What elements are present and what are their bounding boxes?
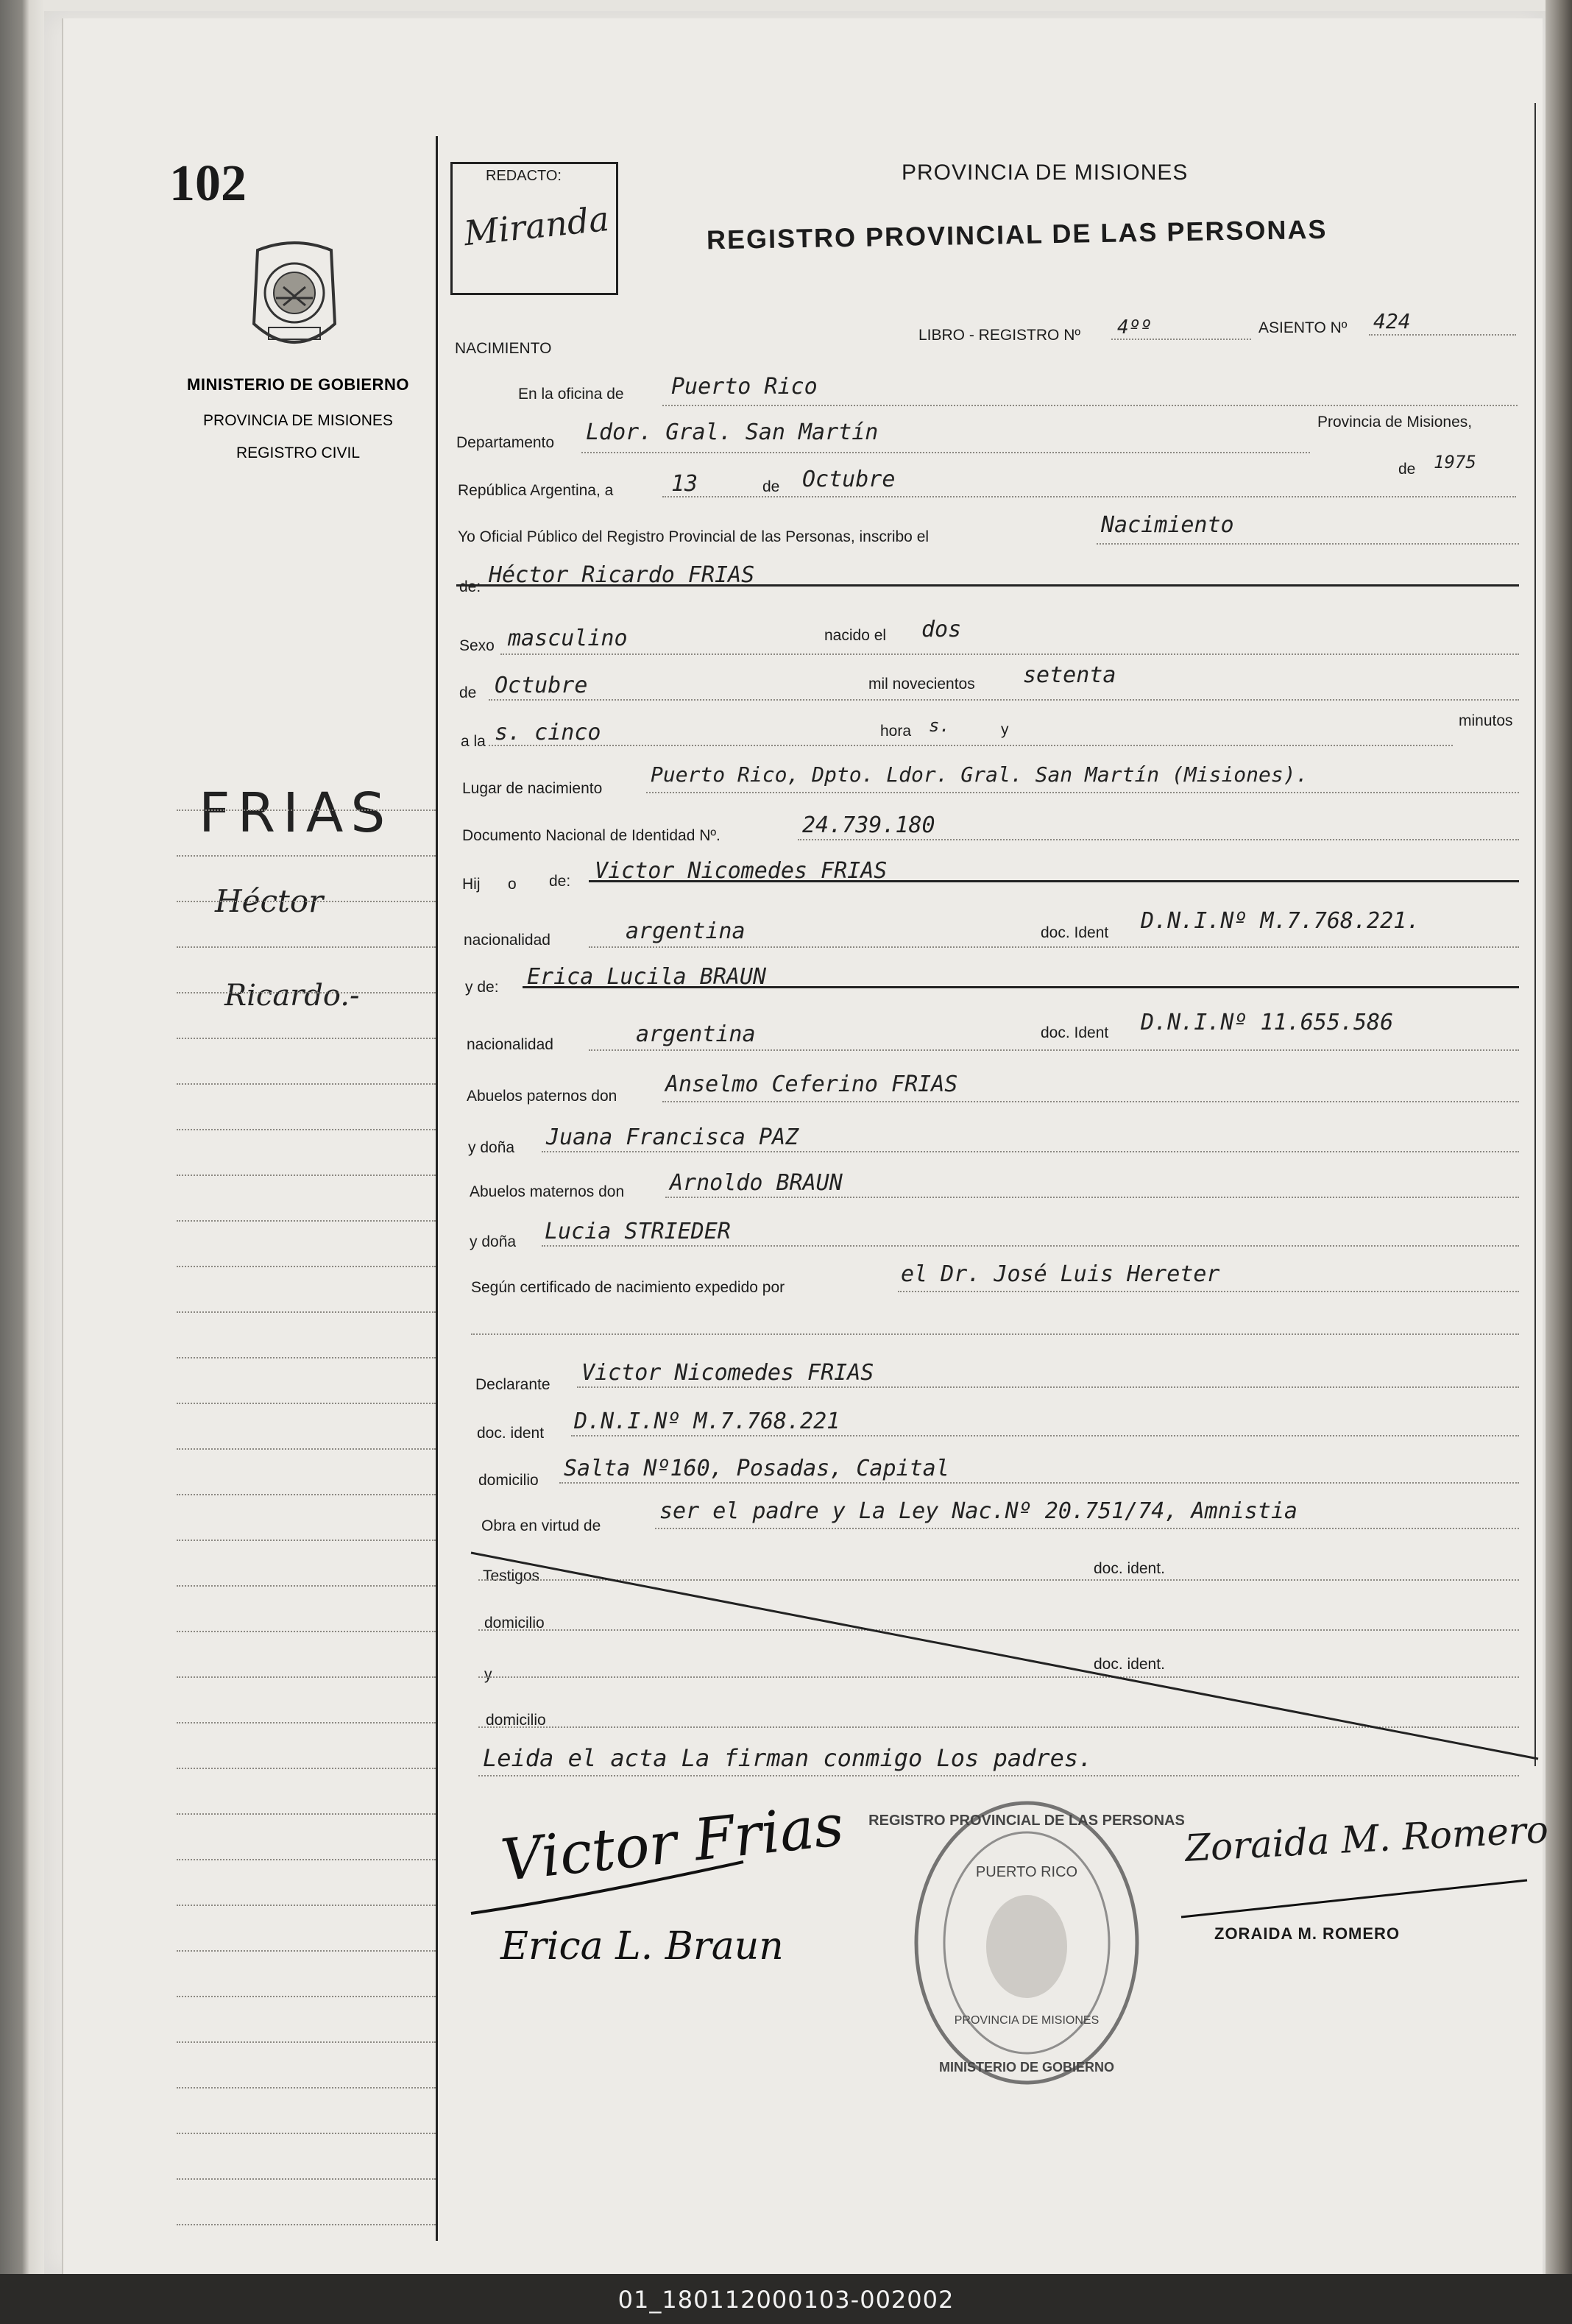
born-label: nacido el	[824, 627, 887, 644]
dotted-line	[798, 837, 1519, 840]
hour-label: hora	[880, 723, 912, 740]
maternal-grandmother-label: y doña	[470, 1233, 517, 1250]
domicile-value: Salta Nº160, Posadas, Capital	[564, 1456, 949, 1481]
stamp-inner-text: PUERTO RICO	[975, 1864, 1078, 1880]
margin-ruled-line	[177, 901, 436, 902]
mother-nationality-label: nacionalidad	[467, 1036, 553, 1053]
dotted-line	[662, 403, 1518, 406]
witness2-label: y	[484, 1666, 492, 1683]
margin-ruled-line	[177, 1448, 436, 1450]
dotted-line	[577, 1385, 1519, 1388]
margin-ruled-line	[177, 1266, 436, 1267]
month-value: Octubre	[802, 467, 896, 492]
margin-ruled-line	[177, 2178, 436, 2180]
certificate-issuer: el Dr. José Luis Hereter	[901, 1261, 1220, 1287]
margin-ruled-line	[177, 1676, 436, 1678]
dotted-line	[581, 450, 1310, 453]
dotted-line	[1111, 337, 1251, 340]
margin-ruled-line	[177, 1540, 436, 1541]
act-type: NACIMIENTO	[455, 340, 552, 357]
margin-ruled-line	[177, 1996, 436, 1997]
office-label: En la oficina de	[518, 386, 624, 403]
margin-ruled-line	[177, 1768, 436, 1769]
caption-bar	[0, 2274, 1572, 2324]
dotted-line	[589, 1048, 1519, 1051]
signature-flourish	[464, 1854, 758, 1921]
dotted-line	[571, 1434, 1519, 1436]
sex-value: masculino	[508, 626, 628, 651]
margin-ruled-line	[177, 809, 436, 811]
dotted-line	[662, 495, 1516, 497]
dni-value: 24.739.180	[802, 812, 935, 838]
province-label: PROVINCIA DE MISIONES	[203, 412, 393, 429]
cancel-diagonal-line	[471, 1553, 1538, 1766]
mother-name: Erica Lucila BRAUN	[527, 964, 767, 990]
margin-first-name: Héctor	[215, 883, 324, 919]
mother-nationality: argentina	[636, 1021, 756, 1047]
folio-number: 102	[169, 155, 247, 212]
sex-label: Sexo	[459, 637, 495, 654]
margin-ruled-line	[177, 1311, 436, 1313]
maternal-grandmother: Lucia STRIEDER	[545, 1219, 731, 1244]
margin-ruled-line	[177, 2133, 436, 2134]
officer-signature-stroke	[1178, 1877, 1531, 1921]
dotted-line	[478, 1774, 1519, 1776]
witness2-domicile-label: domicilio	[486, 1712, 546, 1729]
solid-line	[456, 584, 1519, 587]
thousand-label: mil novecientos	[868, 676, 975, 692]
registration-type: Nacimiento	[1101, 512, 1234, 538]
year-value: 1975	[1434, 452, 1476, 472]
stamp-province-text: PROVINCIA DE MISIONES	[954, 2014, 1100, 2027]
at-label: a la	[461, 733, 486, 750]
coat-of-arms-icon	[243, 235, 346, 361]
child-label: Hij	[462, 876, 481, 893]
right-border	[1534, 103, 1536, 1766]
mother-signature: Erica L. Braun	[500, 1924, 784, 1969]
day-value: 13	[671, 471, 698, 497]
mother-doc-label: doc. Ident	[1041, 1024, 1109, 1041]
margin-ruled-line	[177, 1129, 436, 1130]
declarant-label: Declarante	[475, 1376, 550, 1393]
margin-ruled-line	[177, 1494, 436, 1495]
paternal-grandmother: Juana Francisca PAZ	[546, 1124, 799, 1150]
witness-domicile-label: domicilio	[484, 1615, 545, 1632]
dotted-line	[559, 1481, 1519, 1484]
dotted-line	[471, 1332, 1519, 1335]
de-label: de	[762, 478, 780, 495]
margin-ruled-line	[177, 1813, 436, 1815]
solid-line	[589, 880, 1519, 882]
declarant-doc-label: doc. ident	[477, 1425, 545, 1442]
maternal-grandfather: Arnoldo BRAUN	[670, 1170, 843, 1196]
margin-ruled-line	[177, 855, 436, 857]
witness-doc-label: doc. ident.	[1094, 1560, 1165, 1577]
margin-ruled-line	[177, 1585, 436, 1587]
and-label: y	[1001, 721, 1009, 738]
office-value: Puerto Rico	[671, 374, 818, 400]
province-header: PROVINCIA DE MISIONES	[902, 160, 1189, 185]
stamp-bottom-text: MINISTERIO DE GOBIERNO	[938, 2060, 1115, 2075]
entry-value: 424	[1373, 309, 1411, 333]
dotted-line	[1097, 542, 1519, 545]
father-nationality: argentina	[626, 918, 746, 944]
margin-ruled-line	[177, 946, 436, 948]
birth-day: dos	[921, 617, 962, 642]
department-label: Departamento	[456, 434, 555, 451]
father-name: Victor Nicomedes FRIAS	[595, 858, 888, 884]
entry-label: ASIENTO Nº	[1258, 319, 1348, 336]
redacto-label: REDACTO:	[486, 168, 562, 184]
dotted-line	[646, 790, 1519, 793]
minutes-label: minutos	[1459, 712, 1513, 729]
margin-ruled-line	[177, 1357, 436, 1358]
margin-ruled-line	[177, 1631, 436, 1632]
dotted-line	[662, 1099, 1519, 1102]
book-edge	[1546, 0, 1572, 2324]
stamp-outer-text: REGISTRO PROVINCIAL DE LAS PERSONAS	[868, 1813, 1185, 1829]
solid-line	[523, 986, 1519, 988]
civil-registry-label: REGISTRO CIVIL	[236, 444, 361, 461]
declarant-doc: D.N.I.Nº M.7.768.221	[574, 1409, 840, 1434]
by-virtue-label: Obra en virtud de	[481, 1517, 601, 1534]
dotted-line	[542, 1244, 1519, 1247]
dotted-line	[589, 945, 1519, 948]
certificate-label: Según certificado de nacimiento expedido por	[471, 1279, 785, 1296]
witness2-doc-label: doc. ident.	[1094, 1656, 1165, 1673]
maternal-grandfather-label: Abuelos maternos don	[470, 1183, 625, 1200]
margin-ruled-line	[177, 1722, 436, 1723]
birthplace-label: Lugar de nacimiento	[462, 780, 603, 797]
de2-label: de	[1398, 461, 1416, 478]
domicile-label: domicilio	[478, 1472, 539, 1489]
margin-ruled-line	[177, 1220, 436, 1222]
father-nationality-label: nacionalidad	[464, 932, 550, 949]
margin-ruled-line	[177, 1175, 436, 1176]
margin-ruled-line	[177, 2041, 436, 2043]
official-seal-stamp	[868, 1796, 1185, 2090]
margin-ruled-line	[177, 1859, 436, 1860]
margin-ruled-line	[177, 1038, 436, 1039]
book-value: 4ºº	[1117, 316, 1152, 339]
margin-ruled-line	[177, 2087, 436, 2089]
mother-doc: D.N.I.Nº 11.655.586	[1141, 1010, 1394, 1035]
paternal-grandfather-label: Abuelos paternos don	[467, 1088, 617, 1105]
dotted-line	[500, 652, 1519, 655]
margin-ruled-line	[177, 992, 436, 993]
margin-ruled-line	[177, 1403, 436, 1404]
hour-value: s. cinco	[495, 720, 601, 745]
margin-ruled-line	[177, 1083, 436, 1085]
mother-of-label: y de:	[465, 979, 499, 996]
margin-divider	[436, 136, 438, 2241]
dni-label: Documento Nacional de Identidad Nº.	[462, 827, 720, 844]
province-inline-label: Provincia de Misiones,	[1317, 414, 1473, 431]
dotted-line	[489, 698, 1519, 701]
republic-label: República Argentina, a	[458, 482, 614, 499]
margin-surname: FRIAS	[199, 782, 393, 845]
registrant-name: Héctor Ricardo FRIAS	[489, 562, 755, 588]
registry-header: REGISTRO PROVINCIAL DE LAS PERSONAS	[706, 213, 1328, 255]
by-virtue-value: ser el padre y La Ley Nac.Nº 20.751/74, Amnistia	[659, 1498, 1297, 1524]
father-doc-label: doc. Ident	[1041, 924, 1109, 941]
birth-month: Octubre	[495, 673, 588, 698]
dotted-line	[489, 743, 1453, 746]
dotted-line	[542, 1149, 1519, 1152]
margin-ruled-line	[177, 1950, 436, 1952]
hour-suffix: s.	[929, 715, 950, 736]
redacto-signature: Miranda	[461, 198, 612, 254]
margin-ruled-line	[177, 2224, 436, 2225]
father-signature: Victor Frias	[498, 1792, 847, 1895]
father-of-label: de:	[549, 873, 571, 890]
paternal-grandmother-label: y doña	[468, 1139, 515, 1156]
witnesses-label: Testigos	[483, 1567, 540, 1584]
dotted-line	[898, 1289, 1519, 1292]
declarant-name: Victor Nicomedes FRIAS	[581, 1360, 874, 1386]
paternal-grandfather: Anselmo Ceferino FRIAS	[665, 1071, 958, 1097]
father-doc: D.N.I.Nº M.7.768.221.	[1141, 908, 1420, 934]
officer-statement: Yo Oficial Público del Registro Provincial de las Personas, inscribo el	[458, 528, 930, 545]
name-label: de:	[459, 578, 481, 595]
book-label: LIBRO - REGISTRO Nº	[918, 327, 1081, 344]
dotted-line	[665, 1195, 1519, 1198]
birthplace-value: Puerto Rico, Dpto. Ldor. Gral. San Martín (Misiones).	[651, 762, 1309, 787]
officer-signature: Zoraida M. Romero	[1183, 1808, 1550, 1870]
department-value: Ldor. Gral. San Martín	[586, 419, 879, 445]
officer-name-stamp: ZORAIDA M. ROMERO	[1214, 1924, 1401, 1943]
margin-second-name: Ricardo.-	[224, 979, 360, 1013]
de-month-label: de	[459, 684, 477, 701]
closing-statement: Leida el acta La firman conmigo Los padres.	[483, 1744, 1093, 1772]
child-suffix: o	[508, 876, 517, 893]
ministry-title: MINISTERIO DE GOBIERNO	[187, 375, 409, 394]
dotted-line	[655, 1526, 1519, 1529]
margin-ruled-line	[177, 1905, 436, 1906]
dotted-line	[1369, 333, 1516, 336]
birth-year-text: setenta	[1023, 662, 1116, 688]
image-caption: 01_180112000103-002002	[617, 2286, 955, 2314]
